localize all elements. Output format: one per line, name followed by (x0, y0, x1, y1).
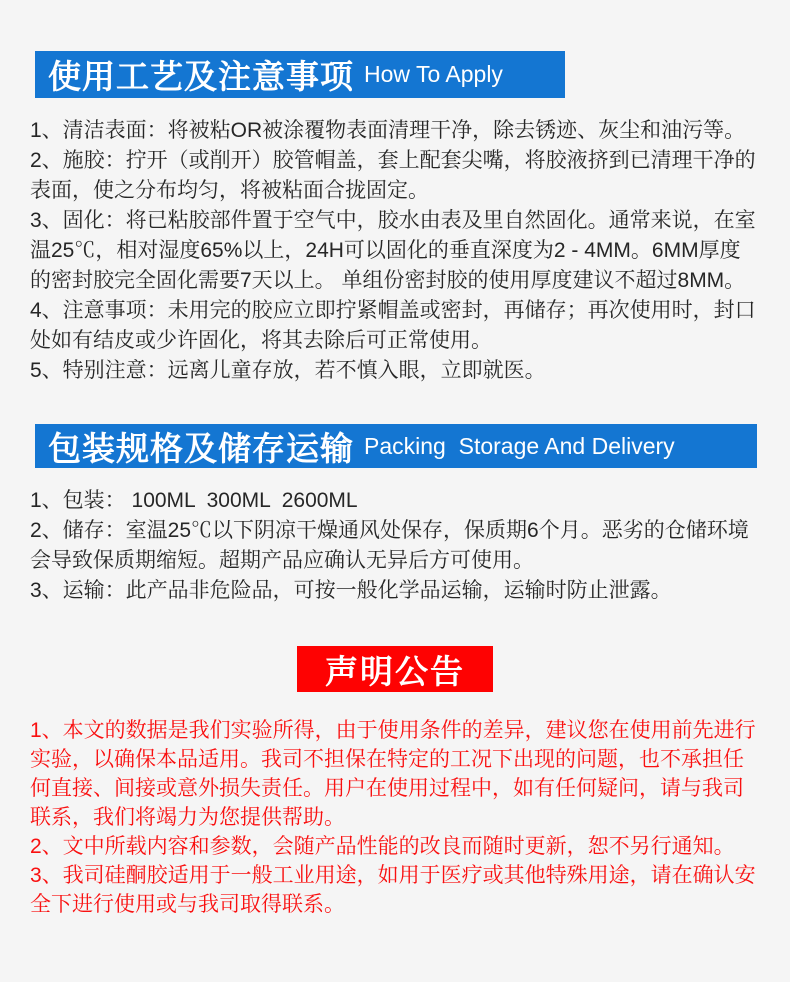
how-to-apply-text-block (30, 116, 760, 386)
apply-step-5: 5、特别注意：远离儿童存放，若不慎入眼，立即就医。 (30, 359, 546, 382)
how-to-apply-title-en: How To Apply (364, 61, 503, 87)
packing-title-en: Packing Storage And Delivery (364, 432, 675, 459)
packing-item-3: 3、运输：此产品非危险品，可按一般化学品运输，运输时防止泄露。 (30, 579, 672, 602)
declaration-notice-banner (297, 646, 493, 692)
declaration-notice-text-block (30, 716, 760, 919)
declaration-notice-title: 声明公告 (325, 652, 465, 690)
packing-title-zh: 包装规格及储存运输 (48, 429, 354, 467)
notice-item-3: 3、我司硅酮胶适用于一般工业用途，如用于医疗或其他特殊用途，请在确认安全下进行使用或与我司取得联系。 (30, 864, 756, 916)
how-to-apply-title-zh: 使用工艺及注意事项 (48, 58, 354, 95)
notice-item-1: 1、本文的数据是我们实验所得，由于使用条件的差异，建议您在使用前先进行实验，以确保本品适用。我司不担保在特定的工况下出现的问题，也不承担任何直接、间接或意外损失责任。用户在使用过程中，如有任何疑问，请与我司联系，我们将竭力为您提供帮助。 (30, 719, 756, 829)
apply-step-1: 1、清洁表面：将被粘OR被涂覆物表面清理干净，除去锈迹、灰尘和油污等。 (30, 119, 746, 142)
apply-step-4: 4、注意事项：未用完的胶应立即拧紧帽盖或密封，再储存；再次使用时，封口处如有结皮或少许固化，将其去除后可正常使用。 (30, 299, 756, 352)
packing-item-2: 2、储存：室温25℃以下阴凉干燥通风处保存，保质期6个月。恶劣的仓储环境会导致保质期缩短。超期产品应确认无异后方可使用。 (30, 519, 749, 572)
apply-step-2: 2、施胶：拧开（或削开）胶管帽盖，套上配套尖嘴，将胶液挤到已清理干净的表面，使之分布均匀，将被粘面合拢固定。 (30, 149, 756, 202)
notice-item-2: 2、文中所载内容和参数，会随产品性能的改良而随时更新，恕不另行通知。 (30, 835, 735, 858)
packing-item-1: 1、包装： 100ML 300ML 2600ML (30, 489, 358, 512)
apply-step-3: 3、固化：将已粘胶部件置于空气中，胶水由表及里自然固化。通常来说，在室温25℃，相对湿度65%以上，24H可以固化的垂直深度为2 - 4MM。6MM厚度的密封胶完全固化需要7天以上。 单组份密封胶的使用厚度建议不超过8MM。 (30, 209, 756, 292)
how-to-apply-banner (35, 51, 565, 98)
packing-storage-banner (35, 424, 757, 468)
packing-storage-text-block (30, 486, 760, 606)
